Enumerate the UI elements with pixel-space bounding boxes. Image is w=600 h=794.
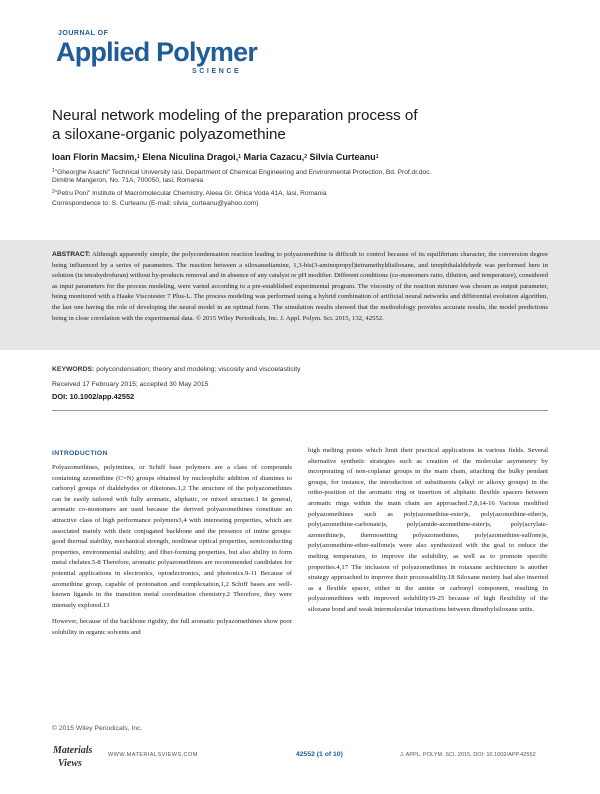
- logo-suffix: SCIENCE: [192, 68, 242, 75]
- title-line-1: Neural network modeling of the preparation process of: [52, 107, 418, 124]
- author-name: Silvia Curteanu: [309, 152, 376, 162]
- materials-views-logo: [52, 740, 92, 772]
- keywords-text: polycondensation; theory and modeling; viscosity and viscoelasticity: [96, 366, 301, 373]
- affil-text: "Gheorghe Asachi" Technical University Iasi, Department of Chemical Engineering and Environmental Protection, Bd. Prof.dr.doc.: [54, 169, 432, 176]
- author-name: Elena Niculina Dragoi,: [142, 152, 239, 162]
- paragraph: However, because of the backbone rigidity, the full aromatic polyazomethines show poor solubility in organic solvents and: [52, 618, 292, 636]
- footer-journal-reference: J. APPL. POLYM. SCI. 2015, DOI: 10.1002/APP.42552: [400, 752, 536, 758]
- logo-prefix: JOURNAL OF: [58, 30, 109, 37]
- affil-text: "Petru Poni" Institute of Macromolecular Chemistry, Aleea Gr. Ghica Voda 41A, Iasi, Romania: [54, 190, 327, 197]
- copyright: © 2015 Wiley Periodicals, Inc.: [52, 725, 143, 732]
- footer-website[interactable]: WWW.MATERIALSVIEWS.COM: [108, 752, 198, 758]
- author-affil-sup: 1: [238, 154, 241, 160]
- affil-sup: 2: [52, 189, 55, 195]
- author-affil-sup: 1: [375, 154, 379, 160]
- abstract-label: ABSTRACT:: [52, 251, 91, 258]
- paragraph: Polyazomethines, polyimines, or Schiff base polymers are a class of compounds containing azomethine (C=N) groups obtained by nucleophilic addition of diamines to carbonyl groups of dialdehydes or diketones.1,2 The structure of the polyazomethines can be easily tailored with fully aromatic, aliphatic, or mixed structure.1 In general, aromatic co-monomers are used because the derived polyazomethines constitute an attractive class of high performance polymers3,4 with interesting properties, which are associated mainly with their conjugated backbone and the presence of imine groups: good thermal stability, mechanical strength, nonlinear optical properties, semiconducting properties, environmental stability, and fiber-forming properties, but also ability to form metal chelates.5-8 Therefore, aromatic polyazomethines are recommended candidates for potential applications in electronics, optoelectronics, and photonics.9-11 Because of azomethine group, capable of protonation and complexation,1,2 Schiff bases are well-known ligands in the transition metal coordination chemistry.2 Therefore, they were intensely explored.13: [52, 464, 292, 609]
- author-affil-sup: 1: [136, 154, 140, 160]
- doi[interactable]: DOI: 10.1002/app.42552: [52, 392, 135, 401]
- article-title: [52, 106, 532, 144]
- affiliation-1-cont: Dimitrie Mangeron, No. 71A, 700050, Iasi, Romania: [52, 177, 203, 184]
- journal-logo: [56, 30, 256, 80]
- author-list: [52, 152, 552, 162]
- author-name: Ioan Florin Macsim,: [52, 152, 137, 162]
- logo-title: Applied Polymer: [56, 37, 258, 67]
- keywords-label: KEYWORDS:: [52, 366, 95, 373]
- keywords: [52, 366, 552, 373]
- author-affil-sup: 2: [304, 154, 307, 160]
- logo-line-1: Materials: [53, 745, 92, 756]
- correspondence: Correspondence to: S. Curteanu (E-mail: silvia_curteanu@yahoo.com): [52, 200, 259, 207]
- abstract-text: Although apparently simple, the polycondensation reaction leading to polyazomethine is difficult to control because of its equilibrium character, the conversion degree being influenced by a series of parameters. The reaction between a siloxanediamine, 1,3-bis(3-aminopropyl)tetramethyldisiloxane, and terephthalaldehyde was performed here in solution (in tetrahydrofuran) without by-products removal and in absence of any catalyst or pH modifier. Different conditions (co-monomers ratio, dilution, and temperature), considered as input parameters for the process modeling, were varied according to a pre-established experimental program. The viscosity of the reaction mixture was chosen as output parameter, being monitored with a Haake Viscotester 7 Plus-L. The process modeling was performed using a hybrid combination of artificial neural networks and differential evolution algorithm, the last one having the role of developing the neural model in an optimal form. The simulation results showed that the methodology provides accurate results, the model predictions being in close correlation with the experimental data. © 2015 Wiley Periodicals, Inc. J. Appl. Polym. Sci. 2015, 132, 42552.: [52, 251, 548, 322]
- logo-line-2: Views: [58, 758, 82, 769]
- title-line-2: a siloxane-organic polyazomethine: [52, 126, 286, 143]
- affiliation-2: [52, 188, 552, 198]
- left-column: [52, 463, 292, 645]
- section-heading-introduction: INTRODUCTION: [52, 450, 108, 457]
- received-date: Received 17 February 2015; accepted 30 May 2015: [52, 381, 209, 388]
- paragraph: high melting points which limit their practical applications in various fields. Several alternative synthetic strategies such as creation of the molecular asymmetry by incorporating of non-coplanar groups in the main chain, attaching the bulky pendant groups, for instance, the introduction of substituents (alkyl or alkoxy groups) in the ortho-position of the aromatic ring or insertion of aliphatic flexible spacers between aromatic rings within the main chain are approached.7,8,14-16 Various modified polyazomethines such as poly(azomethine-ester)s, poly(azomethine-ether)s, poly(azomethine-carbonate)s, poly(amide-azomethine-ester)s, poly(acrylate-azomethine)s, thermosetting polyazomethines, poly(azomethine-sulfone)s, poly(azomethine-ether-sulfone)s were also synthesized with the goal to reduce the melting temperature, to improve the solubility, as well as to promote specific properties.4,17 The inclusion of polyazomethines in rotaxane architecture is another strategy approached to improve their processability.18 Siloxane moiety had also inserted as a flexible spacer, either in the amine or carbonyl component, resulting in polyazomethines with improved solubility19-25 because of high flexibility of the siloxane bond and weak intermolecular interactions between dimethylsiloxane units.: [308, 447, 548, 613]
- abstract: [52, 250, 548, 324]
- author-name: Maria Cazacu,: [243, 152, 305, 162]
- page-number: 42552 (1 of 10): [296, 751, 343, 758]
- affil-sup: 1: [52, 168, 55, 174]
- right-column: [308, 446, 548, 622]
- divider: [52, 410, 548, 411]
